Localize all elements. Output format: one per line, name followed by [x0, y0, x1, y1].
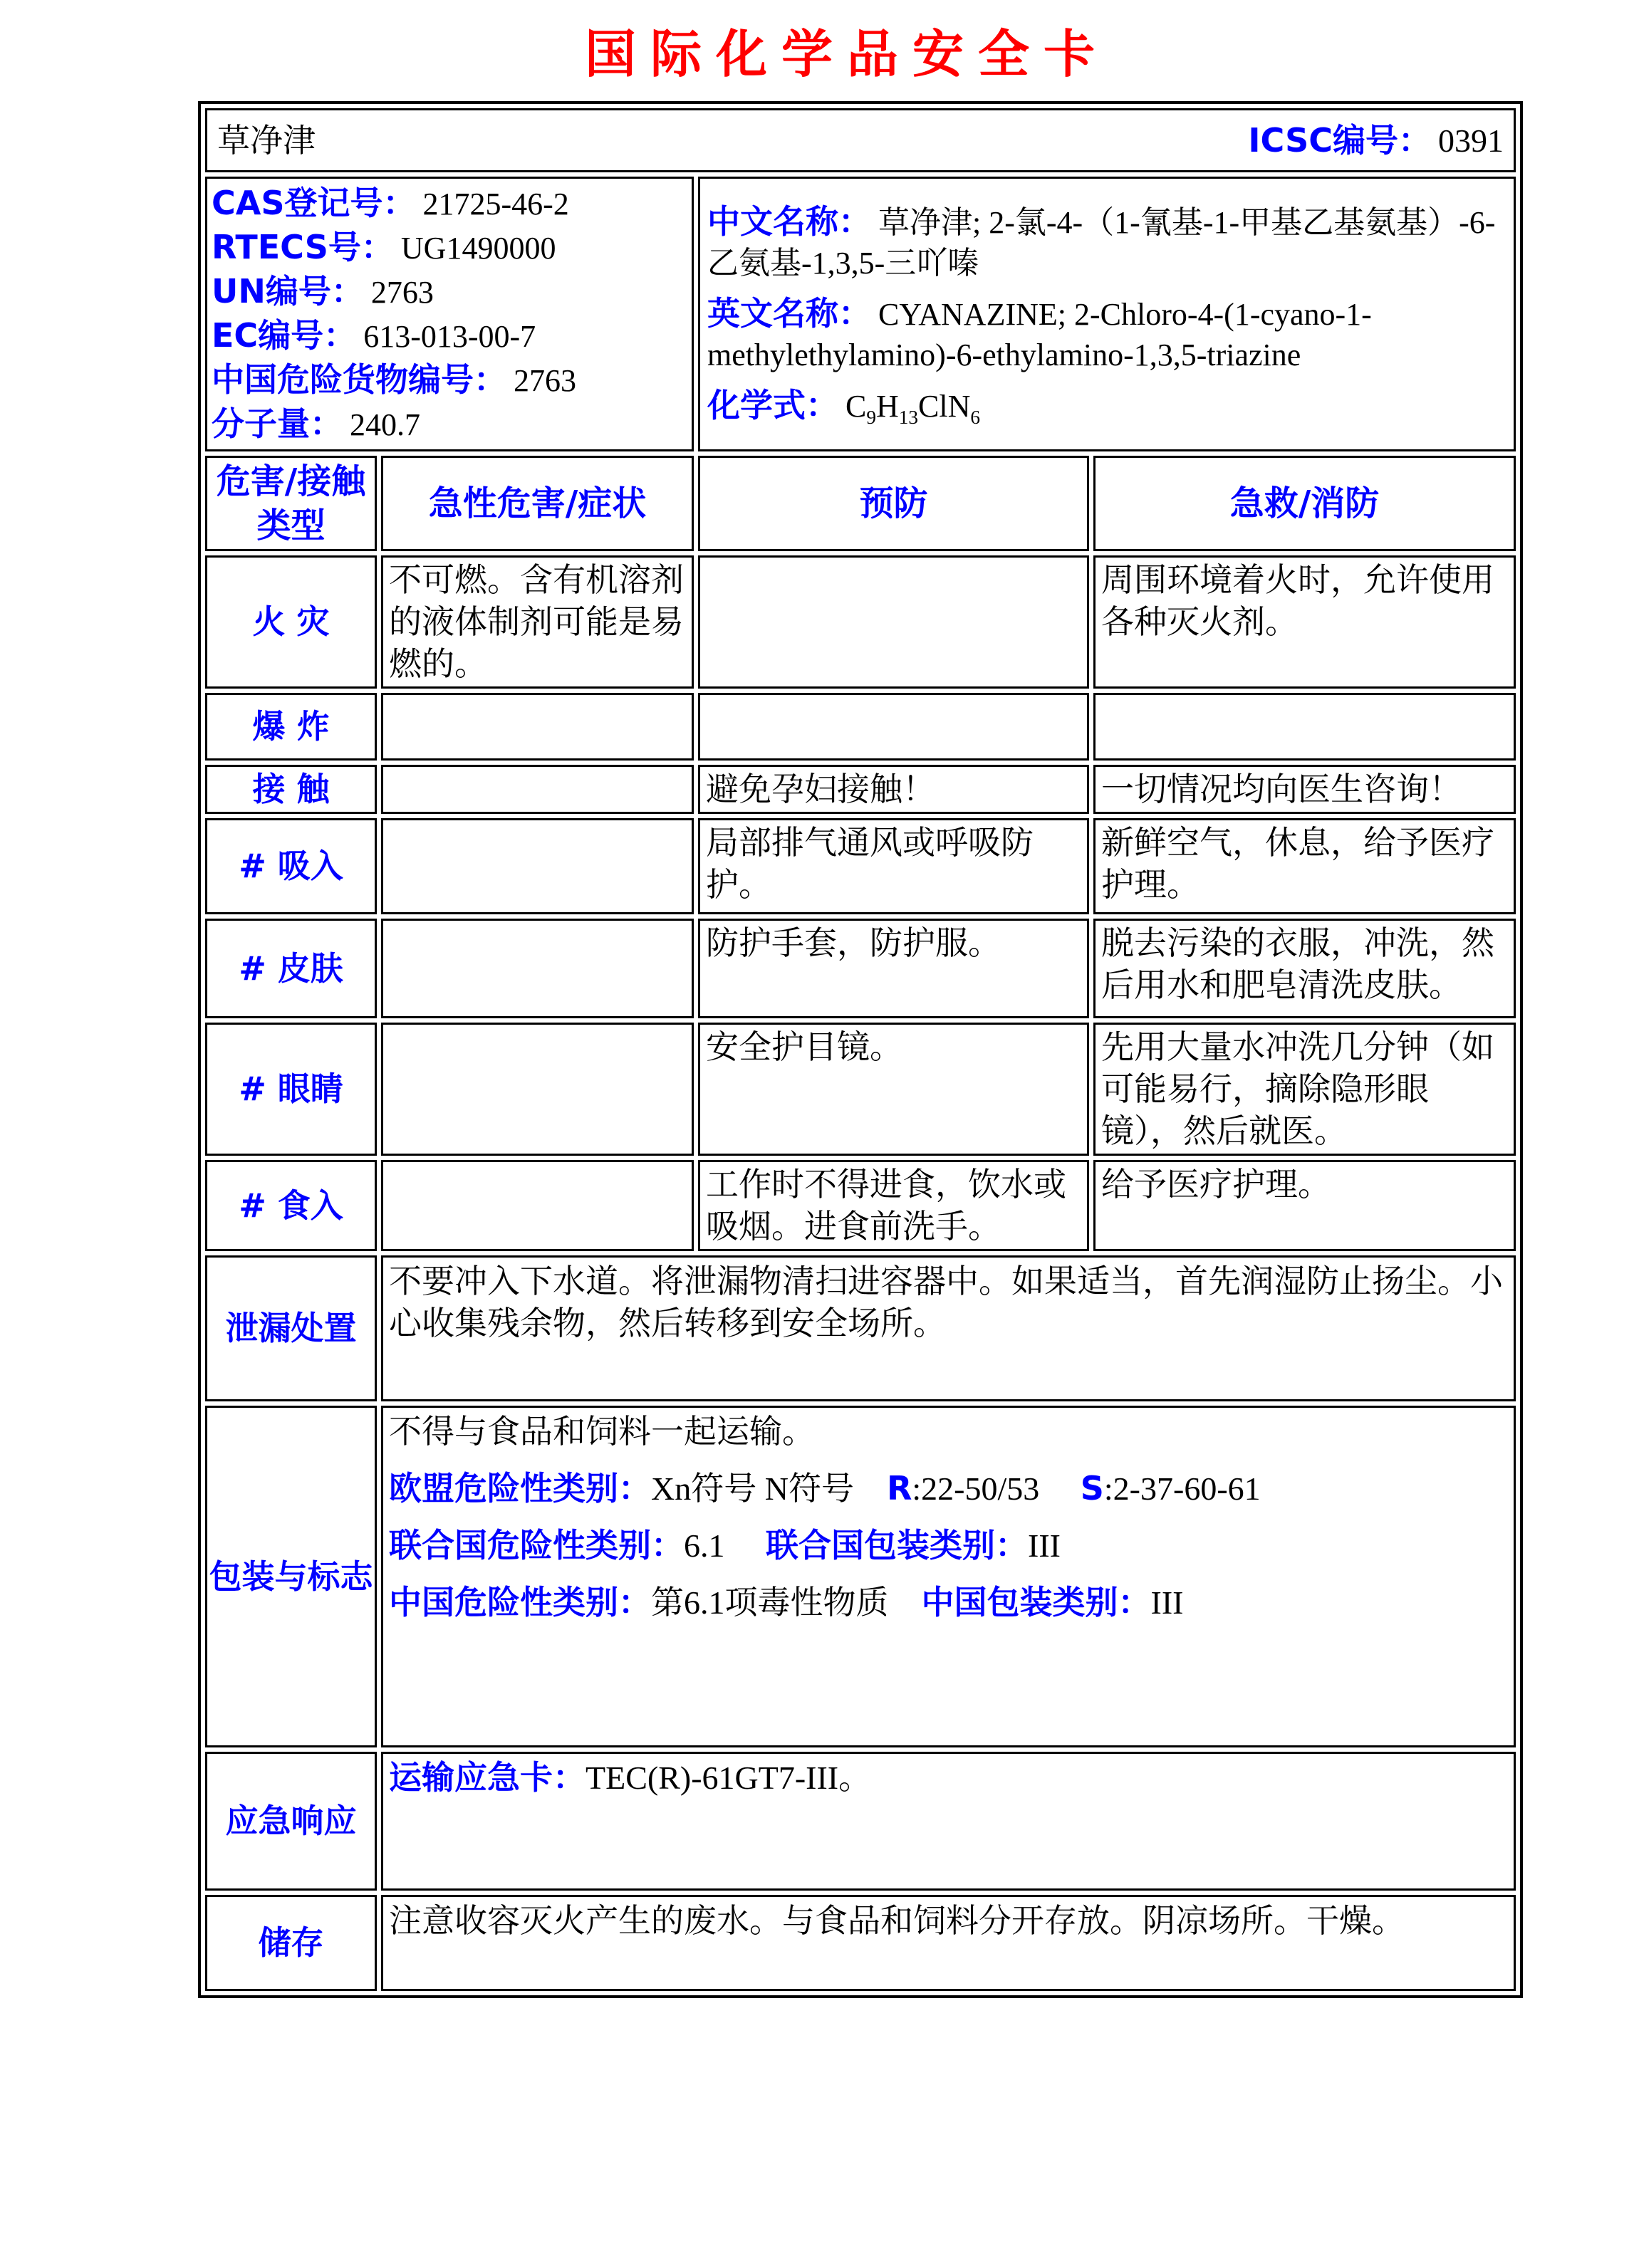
skin-category: # 皮肤 [205, 919, 377, 1018]
skin-firstaid: 脱去污染的衣服，冲洗，然后用水和肥皂清洗皮肤。 [1093, 919, 1516, 1018]
ingestion-prevention: 工作时不得进食，饮水或吸烟。进食前洗手。 [698, 1160, 1089, 1251]
ec-label: EC编号： [212, 316, 357, 355]
inhalation-category: # 吸入 [205, 818, 377, 914]
emergency-label: 应急响应 [205, 1752, 377, 1891]
storage-line: 注意收容灭火产生的废水。与食品和饲料分开存放。阴凉场所。干燥。 [389, 1903, 1405, 1939]
explosion-category: 爆 炸 [205, 693, 377, 761]
fire-firstaid: 周围环境着火时，允许使用各种灭火剂。 [1093, 555, 1516, 689]
substance-name: 草净津 [217, 122, 316, 159]
hazard-row-skin [205, 919, 1516, 1018]
rtecs-number-line [212, 226, 687, 270]
eyes-firstaid: 先用大量水冲洗几分钟（如可能易行，摘除隐形眼镜），然后就医。 [1093, 1023, 1516, 1156]
rtecs-label: RTECS号： [212, 228, 394, 266]
explosion-symptoms [381, 693, 694, 761]
formula-value: $C_9H_{13}ClN_6$ [845, 389, 981, 428]
exposure-firstaid: 一切情况均向医生咨询！ [1093, 765, 1516, 814]
fire-prevention [698, 555, 1089, 689]
section-row-spillage [205, 1255, 1516, 1401]
header-prevention: 预防 [698, 456, 1089, 551]
skin-symptoms [381, 919, 694, 1018]
cas-label: CAS登记号： [212, 184, 416, 222]
exposure-symptoms [381, 765, 694, 814]
formula-line [707, 385, 1506, 427]
spillage-content [381, 1255, 1516, 1401]
icsc-number-label: ICSC编号： [1248, 120, 1431, 160]
chinese-name-label: 中文名称： [707, 202, 871, 241]
exposure-category: 接 触 [205, 765, 377, 814]
packaging-content [381, 1406, 1516, 1747]
icsc-card-table [198, 101, 1523, 1998]
card-title-row [205, 108, 1516, 172]
ingestion-category: # 食入 [205, 1160, 377, 1251]
skin-prevention: 防护手套，防护服。 [698, 919, 1089, 1018]
chemical-names-cell [698, 177, 1516, 451]
exposure-prevention: 避免孕妇接触！ [698, 765, 1089, 814]
hazard-row-ingestion [205, 1160, 1516, 1251]
packaging-label: 包装与标志 [205, 1406, 377, 1747]
packaging-china-class-line: 中国危险性类别：第6.1项毒性物质 中国包装类别：III [389, 1583, 1184, 1621]
packaging-un-class-line: 联合国危险性类别：6.1 联合国包装类别：III [389, 1526, 1061, 1564]
eyes-symptoms [381, 1023, 694, 1156]
molecular-weight-label: 分子量： [212, 404, 343, 443]
spillage-line: 不要冲入下水道。将泄漏物清扫进容器中。如果适当，首先润湿防止扬尘。小心收集残余物，然后转移到安全场所。 [389, 1263, 1503, 1342]
explosion-firstaid [1093, 693, 1516, 761]
card-title-cell [205, 108, 1516, 172]
hazard-row-fire [205, 555, 1516, 689]
chinese-name-line [707, 202, 1506, 283]
english-name-value: CYANAZINE; 2-Chloro-4-(1-cyano-1-methylethylamino)-6-ethylamino-1,3,5-triazine [707, 297, 1372, 372]
registry-numbers-cell [205, 177, 694, 451]
eyes-prevention: 安全护目镜。 [698, 1023, 1089, 1156]
hazard-row-inhalation [205, 818, 1516, 914]
un-value: 2763 [370, 275, 434, 310]
eyes-category: # 眼睛 [205, 1023, 377, 1156]
molecular-weight-line [212, 402, 687, 446]
hazard-header-row [205, 456, 1516, 551]
spillage-label: 泄漏处置 [205, 1255, 377, 1401]
emergency-tec-line: 运输应急卡：TEC(R)-61GT7-III。 [389, 1758, 872, 1797]
emergency-content [381, 1752, 1516, 1891]
ec-value: 613-013-00-7 [363, 319, 536, 354]
chinese-name-value: 草净津; 2-氯-4-（1-氰基-1-甲基乙基氨基）-6-乙氨基-1,3,5-三吖嗪 [707, 205, 1496, 281]
rtecs-value: UG1490000 [400, 231, 556, 266]
fire-category: 火 灾 [205, 555, 377, 689]
china-dg-number-line [212, 358, 687, 402]
ingestion-symptoms [381, 1160, 694, 1251]
hazard-row-explosion [205, 693, 1516, 761]
english-name-line [707, 293, 1506, 375]
cas-number-line [212, 182, 687, 226]
china-dg-value: 2763 [514, 363, 576, 398]
identifiers-row [205, 177, 1516, 451]
header-firstaid-firefighting: 急救/消防 [1093, 456, 1516, 551]
icsc-number-value: 0391 [1438, 122, 1504, 159]
china-dg-label: 中国危险货物编号： [212, 360, 506, 399]
header-acute-symptoms: 急性危害/症状 [381, 456, 694, 551]
inhalation-symptoms [381, 818, 694, 914]
explosion-prevention [698, 693, 1089, 761]
hazard-row-exposure [205, 765, 1516, 814]
hazard-row-eyes [205, 1023, 1516, 1156]
packaging-eu-class-line: 欧盟危险性类别：Xn符号 N符号 R:22-50/53 S:2-37-60-61 [389, 1469, 1261, 1507]
page-title: 国际化学品安全卡 [584, 24, 1109, 84]
un-label: UN编号： [212, 272, 364, 310]
inhalation-prevention: 局部排气通风或呼吸防护。 [698, 818, 1089, 914]
un-number-line [212, 270, 687, 314]
ec-number-line [212, 314, 687, 358]
molecular-weight-value: 240.7 [350, 407, 420, 442]
english-name-label: 英文名称： [707, 294, 871, 333]
section-row-storage [205, 1895, 1516, 1991]
ingestion-firstaid: 给予医疗护理。 [1093, 1160, 1516, 1251]
section-row-packaging [205, 1406, 1516, 1747]
header-hazard-type: 危害/接触类型 [205, 456, 377, 551]
cas-value: 21725-46-2 [422, 187, 569, 221]
formula-label: 化学式： [707, 386, 838, 424]
storage-label: 储存 [205, 1895, 377, 1991]
section-row-emergency [205, 1752, 1516, 1891]
packaging-transport-line: 不得与食品和饲料一起运输。 [389, 1413, 815, 1450]
icsc-number [1248, 120, 1504, 162]
storage-content [381, 1895, 1516, 1991]
fire-symptoms: 不可燃。含有机溶剂的液体制剂可能是易燃的。 [381, 555, 694, 689]
inhalation-firstaid: 新鲜空气，休息，给予医疗护理。 [1093, 818, 1516, 914]
